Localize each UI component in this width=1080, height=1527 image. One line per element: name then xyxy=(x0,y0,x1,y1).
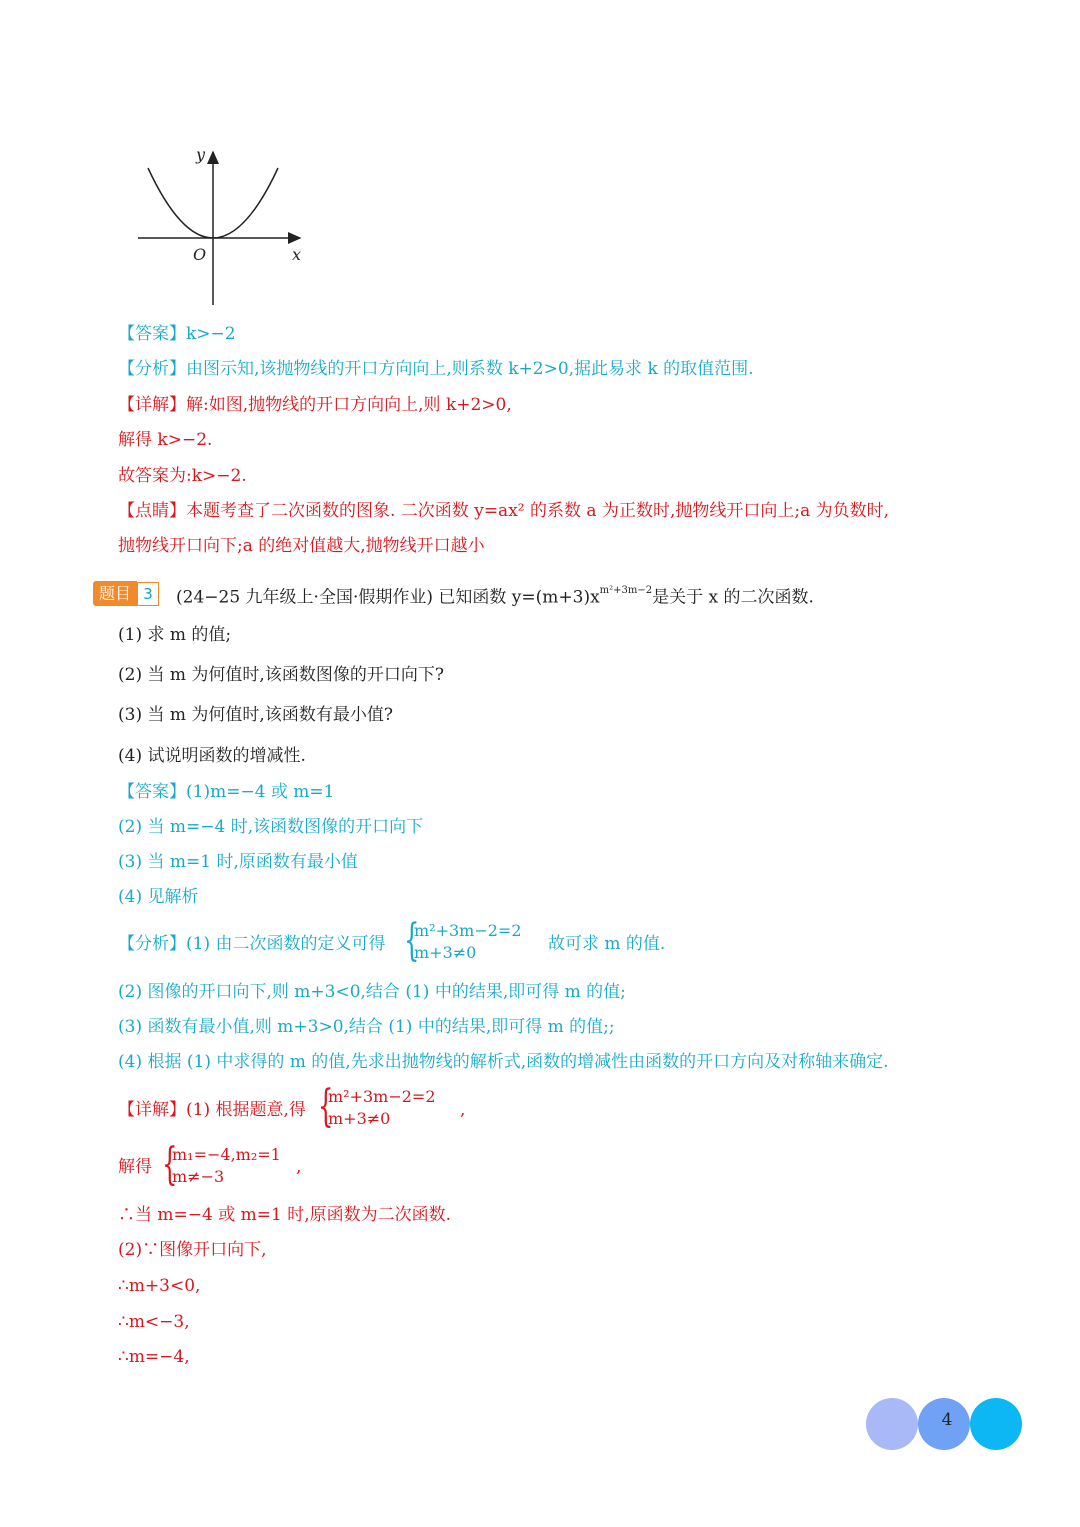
detail3-tag: 【详解】 xyxy=(118,1100,186,1120)
analysis-tag: 【分析】 xyxy=(118,359,186,379)
detail3-d1 xyxy=(118,1098,306,1122)
answer3-tag: 【答案】 xyxy=(118,782,186,802)
analysis3-sys-top: m²+3m−2=2 xyxy=(414,921,522,940)
detail3-sys1-bottom: m+3≠0 xyxy=(328,1109,391,1128)
detail3-d1-pre: (1) 根据题意,得 xyxy=(186,1100,306,1120)
question-1: (1) 求 m 的值; xyxy=(118,625,232,645)
answer3-line-1 xyxy=(118,780,335,804)
problem-badge-number: 3 xyxy=(137,582,159,606)
problem-stem-post: 是关于 x 的二次函数. xyxy=(652,587,814,608)
answer3-a1: (1)m=−4 或 m=1 xyxy=(186,782,335,802)
y-axis-label: y xyxy=(196,145,206,164)
detail3-system-2 xyxy=(172,1144,281,1188)
detail3-sys2-top: m₁=−4,m₂=1 xyxy=(172,1145,281,1164)
answer-line xyxy=(118,322,236,346)
problem-stem-exponent: m²+3m−2 xyxy=(599,585,653,596)
analysis3-sys-bottom: m+3≠0 xyxy=(414,943,477,962)
detail3-d2-post: , xyxy=(296,1157,302,1177)
problem-badge xyxy=(93,581,159,606)
answer3-a3: (3) 当 m=1 时,原函数有最小值 xyxy=(118,852,358,872)
detail3-d3: ∴当 m=−4 或 m=1 时,原函数为二次函数. xyxy=(118,1205,452,1225)
analysis3-p1-pre: (1) 由二次函数的定义可得 xyxy=(186,934,386,954)
detail3-d1-post: , xyxy=(460,1100,466,1120)
analysis3-brace: { xyxy=(404,915,420,966)
question-3: (3) 当 m 为何值时,该函数有最小值? xyxy=(118,705,393,725)
comment-tag: 【点睛】 xyxy=(118,501,186,521)
comment-text-1: 本题考查了二次函数的图象. 二次函数 y=ax² 的系数 a 为正数时,抛物线开口向上;a 为负数时, xyxy=(186,501,890,521)
comment-line-2: 抛物线开口向下;a 的绝对值越大,抛物线开口越小 xyxy=(118,536,485,556)
footer-circle-right xyxy=(970,1398,1022,1450)
question-4: (4) 试说明函数的增减性. xyxy=(118,746,306,766)
detail-text: 解:如图,抛物线的开口方向向上,则 k+2>0, xyxy=(186,395,512,415)
parabola-graph xyxy=(130,140,320,310)
detail3-sys2-bottom: m≠−3 xyxy=(172,1167,225,1186)
problem-stem-pre: (24−25 九年级上·全国·假期作业) 已知函数 y=(m+3)x xyxy=(176,587,600,608)
answer3-a4: (4) 见解析 xyxy=(118,887,199,907)
detail3-brace-2: { xyxy=(162,1139,178,1190)
analysis3-tag: 【分析】 xyxy=(118,934,186,954)
analysis3-p2: (2) 图像的开口向下,则 m+3<0,结合 (1) 中的结果,即可得 m 的值; xyxy=(118,982,626,1002)
analysis3-p1-post: 故可求 m 的值. xyxy=(548,934,666,954)
analysis3-p4: (4) 根据 (1) 中求得的 m 的值,先求出抛物线的解析式,函数的增减性由函数的开口方向及对称轴来确定. xyxy=(118,1052,889,1072)
question-2: (2) 当 m 为何值时,该函数图像的开口向下? xyxy=(118,665,444,685)
problem-stem xyxy=(176,582,814,610)
answer-tag: 【答案】 xyxy=(118,324,186,344)
analysis3-p3: (3) 函数有最小值,则 m+3>0,结合 (1) 中的结果,即可得 m 的值;; xyxy=(118,1017,615,1037)
answer3-a2: (2) 当 m=−4 时,该函数图像的开口向下 xyxy=(118,817,424,837)
detail3-d4: (2)∵图像开口向下, xyxy=(118,1240,267,1260)
analysis3-system xyxy=(414,920,522,964)
analysis3-p1 xyxy=(118,932,385,956)
origin-label: O xyxy=(193,245,207,264)
detail3-system-1 xyxy=(328,1086,436,1130)
answer-text: k>−2 xyxy=(186,324,236,344)
analysis-line xyxy=(118,357,754,381)
detail3-d5: ∴m+3<0, xyxy=(118,1276,201,1296)
problem-badge-label: 题目 xyxy=(93,581,137,606)
detail3-sys1-top: m²+3m−2=2 xyxy=(328,1087,436,1106)
analysis-text: 由图示知,该抛物线的开口方向向上,则系数 k+2>0,据此易求 k 的取值范围. xyxy=(186,359,754,379)
x-axis-label: x xyxy=(292,245,302,264)
page-number: 4 xyxy=(941,1410,953,1430)
detail-line-3: 故答案为:k>−2. xyxy=(118,466,247,486)
comment-line-1 xyxy=(118,499,889,523)
detail3-d6: ∴m<−3, xyxy=(118,1312,190,1332)
detail3-d2-pre: 解得 xyxy=(118,1157,152,1177)
footer-circle-left xyxy=(866,1398,918,1450)
detail-tag: 【详解】 xyxy=(118,395,186,415)
detail-line-1 xyxy=(118,393,512,417)
detail-line-2: 解得 k>−2. xyxy=(118,430,213,450)
detail3-d7: ∴m=−4, xyxy=(118,1347,190,1367)
detail3-brace-1: { xyxy=(318,1081,334,1132)
